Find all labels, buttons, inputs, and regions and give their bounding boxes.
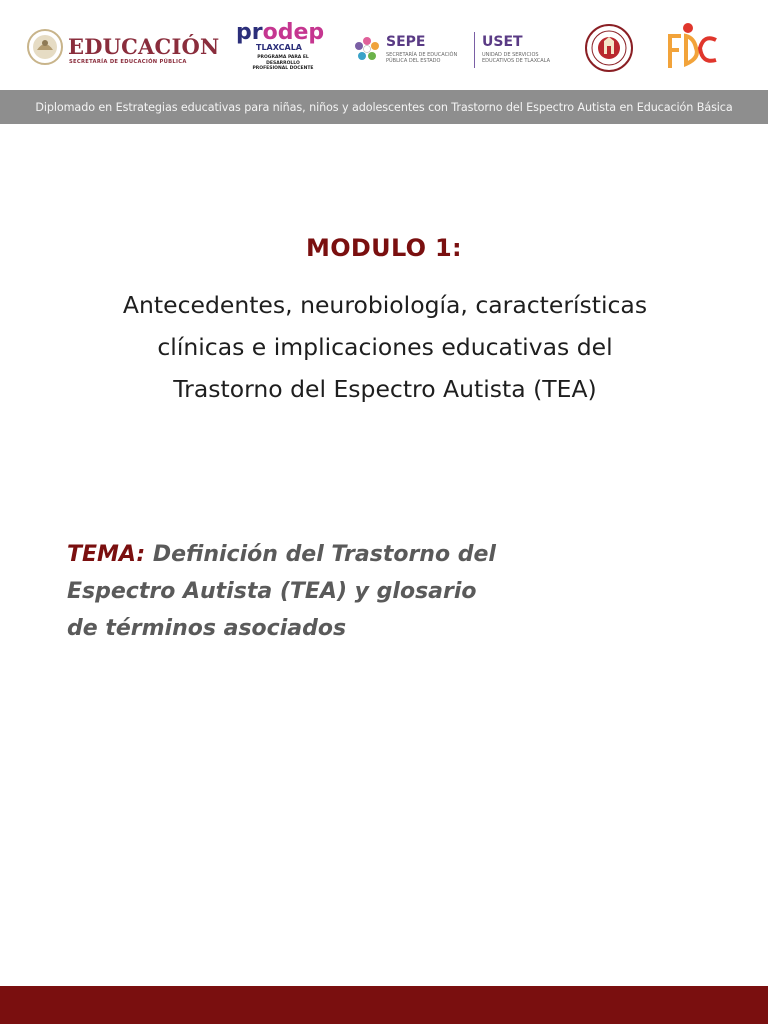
fdc-logo-icon <box>664 20 720 76</box>
footer-bar <box>0 986 768 1024</box>
university-seal-icon <box>584 22 634 74</box>
module-subtitle <box>60 284 710 410</box>
module-subtitle-line3: Trastorno del Espectro Autista (TEA) <box>173 375 597 403</box>
prodep-subtitle-line1: PROGRAMA PARA EL DESARROLLO <box>257 55 309 66</box>
educacion-subtitle: SECRETARÍA DE EDUCACIÓN PÚBLICA <box>69 59 187 65</box>
tema-label: TEMA: <box>67 542 146 567</box>
logo-header <box>0 0 768 90</box>
module-subtitle-line1: Antecedentes, neurobiología, características <box>122 291 648 319</box>
sepe-name: SEPE <box>386 34 426 50</box>
module-title: MODULO 1: <box>306 234 462 262</box>
sepe-subtitle-line2: PÚBLICA DEL ESTADO <box>386 58 441 64</box>
uset-subtitle <box>482 52 562 64</box>
program-banner <box>0 90 768 124</box>
sepe-flower-icon <box>352 34 382 64</box>
prodep-name-part1: pr <box>236 20 263 45</box>
sepe-subtitle <box>386 52 476 64</box>
uset-subtitle-line1: UNIDAD DE SERVICIOS <box>482 52 539 58</box>
prodep-name-mark: o <box>262 20 278 45</box>
educacion-logo <box>26 24 220 72</box>
prodep-subtitle-line2: PROFESIONAL DOCENTE <box>252 66 314 71</box>
prodep-region: TLAXCALA <box>256 43 302 52</box>
prodep-name-part2: dep <box>277 20 325 45</box>
tema-line2: Espectro Autista (TEA) y glosario <box>67 579 477 604</box>
prodep-subtitle <box>240 55 326 72</box>
tema-line1 <box>67 536 507 573</box>
uset-name: USET <box>482 34 523 50</box>
tema-line3: de términos asociados <box>67 616 347 641</box>
sepe-subtitle-line1: SECRETARÍA DE EDUCACIÓN <box>386 52 458 58</box>
educacion-name: EDUCACIÓN <box>68 34 220 59</box>
prodep-logo <box>236 20 328 72</box>
sepe-uset-logo <box>352 30 564 72</box>
tema-block <box>67 536 507 647</box>
mexico-seal-icon <box>26 24 64 70</box>
tema-line1-text: Definición del Trastorno del <box>152 542 496 567</box>
uset-subtitle-line2: EDUCATIVOS DE TLAXCALA <box>482 58 551 64</box>
program-banner-text: Diplomado en Estrategias educativas para niñas, niños y adolescentes con Trastorno del Espectro Autista en Educación Básica <box>35 100 733 114</box>
logo-divider <box>474 32 475 68</box>
prodep-name <box>236 20 324 45</box>
module-subtitle-line2: clínicas e implicaciones educativas del <box>157 333 613 361</box>
